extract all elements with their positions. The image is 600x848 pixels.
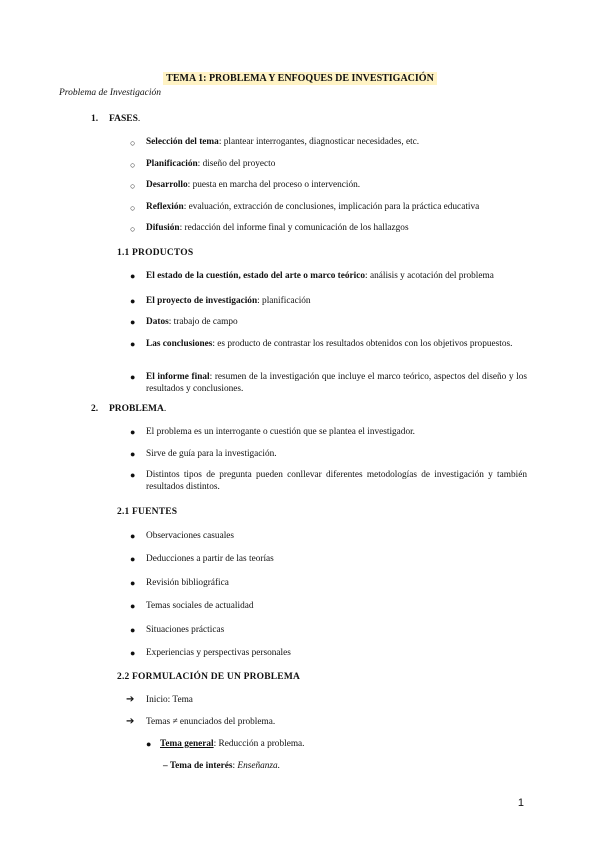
bullet-icon: ● (130, 554, 136, 564)
arrow-right-icon: ➔ (126, 694, 135, 705)
section-1-heading: 1. FASES. (91, 114, 141, 124)
bullet-icon: ● (130, 470, 136, 480)
productos-heading: 1.1 PRODUCTOS (117, 248, 194, 258)
bullet-icon: ● (130, 427, 136, 437)
hollow-bullet-icon: ○ (130, 224, 136, 234)
bullet-icon: ● (130, 625, 136, 635)
bullet-icon: ● (146, 739, 152, 749)
page-number: 1 (517, 797, 524, 809)
bullet-icon: ● (130, 601, 136, 611)
bullet-icon: ● (130, 578, 136, 588)
page-subtitle: Problema de Investigación (59, 88, 162, 98)
hollow-bullet-icon: ○ (130, 203, 136, 213)
bullet-icon: ● (130, 449, 136, 459)
bullet-icon: ● (130, 271, 136, 281)
bullet-icon: ● (130, 648, 136, 658)
formulacion-heading: 2.2 FORMULACIÓN DE UN PROBLEMA (117, 672, 301, 682)
bullet-icon: ● (130, 296, 136, 306)
bullet-icon: ● (130, 531, 136, 541)
bullet-icon: ● (130, 339, 136, 349)
bullet-icon: ● (130, 372, 136, 382)
hollow-bullet-icon: ○ (130, 160, 136, 170)
bullet-icon: ● (130, 317, 136, 327)
hollow-bullet-icon: ○ (130, 138, 136, 148)
hollow-bullet-icon: ○ (130, 181, 136, 191)
page-title: TEMA 1: PROBLEMA Y ENFOQUES DE INVESTIGACIÓN (0, 73, 600, 84)
fuentes-heading: 2.1 FUENTES (117, 507, 178, 517)
section-2-heading: 2. PROBLEMA. (91, 404, 167, 414)
arrow-right-icon: ➔ (126, 716, 135, 727)
